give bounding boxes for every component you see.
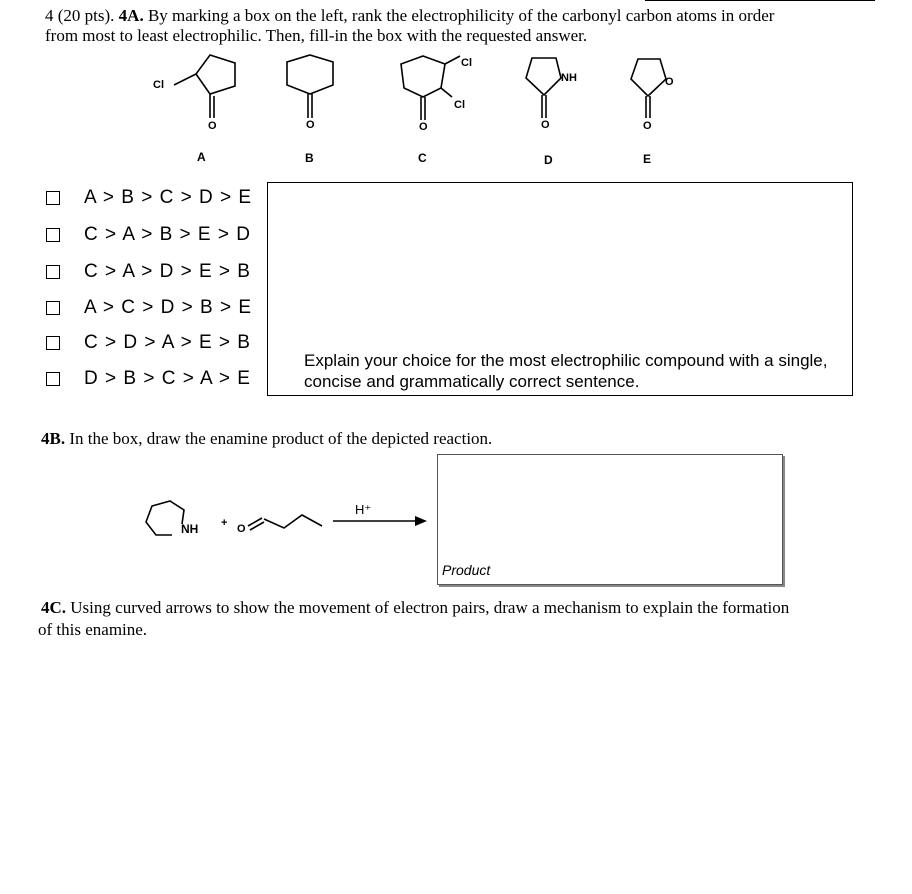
atom-c-cl-top: Cl bbox=[461, 57, 472, 69]
q4b-text: In the box, draw the enamine product of the depicted reaction. bbox=[65, 429, 493, 448]
structure-e-ring bbox=[631, 59, 666, 96]
ranking-checkbox[interactable] bbox=[46, 301, 60, 315]
enamine-reaction-scheme bbox=[138, 490, 438, 550]
product-label: Product bbox=[442, 562, 491, 578]
structure-a-ring bbox=[196, 55, 235, 94]
q4c-label: 4C. bbox=[41, 598, 67, 617]
ranking-checkbox[interactable] bbox=[46, 265, 60, 279]
piperidine-ring bbox=[146, 501, 184, 535]
atom-c-o: O bbox=[419, 121, 428, 133]
atom-e-o: O bbox=[643, 120, 652, 132]
q4c-line1 bbox=[41, 598, 789, 617]
structure-label-a: A bbox=[197, 150, 206, 164]
ranking-option[interactable] bbox=[46, 332, 251, 354]
atom-a-cl: Cl bbox=[153, 79, 164, 91]
atom-e-ring-o: O bbox=[665, 76, 674, 88]
q4a-line1 bbox=[45, 6, 774, 25]
structure-label-e: E bbox=[643, 152, 652, 166]
ranking-checkbox[interactable] bbox=[46, 228, 60, 242]
ranking-option[interactable] bbox=[46, 297, 252, 319]
structure-c-ring bbox=[401, 56, 445, 97]
ranking-checkbox[interactable] bbox=[46, 336, 60, 350]
ranking-option-label: C > D > A > E > B bbox=[84, 332, 251, 353]
ranking-option[interactable] bbox=[46, 261, 251, 283]
q4c-text-line1: Using curved arrows to show the movement of electron pairs, draw a mechanism to explain the formation bbox=[66, 598, 790, 617]
ranking-option-label: A > C > D > B > E bbox=[84, 297, 253, 318]
structure-label-d: D bbox=[544, 153, 553, 167]
atom-a-o: O bbox=[208, 120, 217, 132]
atom-d-nh: NH bbox=[561, 72, 577, 84]
ranking-option[interactable] bbox=[46, 224, 251, 246]
q4a-text-line2: from most to least electrophilic. Then, fill-in the box with the requested answer. bbox=[45, 26, 588, 45]
piperidine-nh-label: NH bbox=[181, 522, 199, 536]
atom-d-o: O bbox=[541, 119, 550, 131]
ranking-checkbox[interactable] bbox=[46, 191, 60, 205]
q4a-label: 4A. bbox=[118, 6, 144, 25]
aldehyde-o-label: O bbox=[237, 523, 246, 535]
acid-catalyst-label: H⁺ bbox=[355, 502, 372, 517]
ranking-option-label: A > B > C > D > E bbox=[84, 187, 253, 208]
atom-b-o: O bbox=[306, 119, 315, 131]
ranking-option[interactable] bbox=[46, 187, 252, 209]
structure-label-b: B bbox=[305, 151, 314, 165]
structure-d-ring bbox=[526, 58, 561, 95]
q4b-prompt bbox=[41, 429, 492, 448]
ranking-option-label: D > B > C > A > E bbox=[84, 368, 251, 389]
q4a-points: 4 (20 pts). bbox=[45, 6, 119, 25]
atom-c-cl-bottom: Cl bbox=[454, 99, 465, 111]
ranking-checkbox[interactable] bbox=[46, 372, 60, 386]
explanation-prompt: Explain your choice for the most electrophilic compound with a single, concise and grammatically correct sentence. bbox=[304, 351, 828, 391]
structure-b-ring bbox=[287, 55, 333, 94]
ranking-option-label: C > A > B > E > D bbox=[84, 224, 251, 245]
ranking-option-label: C > A > D > E > B bbox=[84, 261, 251, 282]
structure-label-c: C bbox=[418, 151, 427, 165]
ranking-option[interactable] bbox=[46, 368, 251, 390]
top-rule bbox=[645, 0, 875, 1]
q4c-text-line2: of this enamine. bbox=[38, 620, 148, 639]
plus-sign: + bbox=[221, 517, 228, 529]
q4b-label: 4B. bbox=[41, 429, 66, 448]
q4a-text-line1: By marking a box on the left, rank the electrophilicity of the carbonyl carbon atoms in order bbox=[143, 6, 775, 25]
